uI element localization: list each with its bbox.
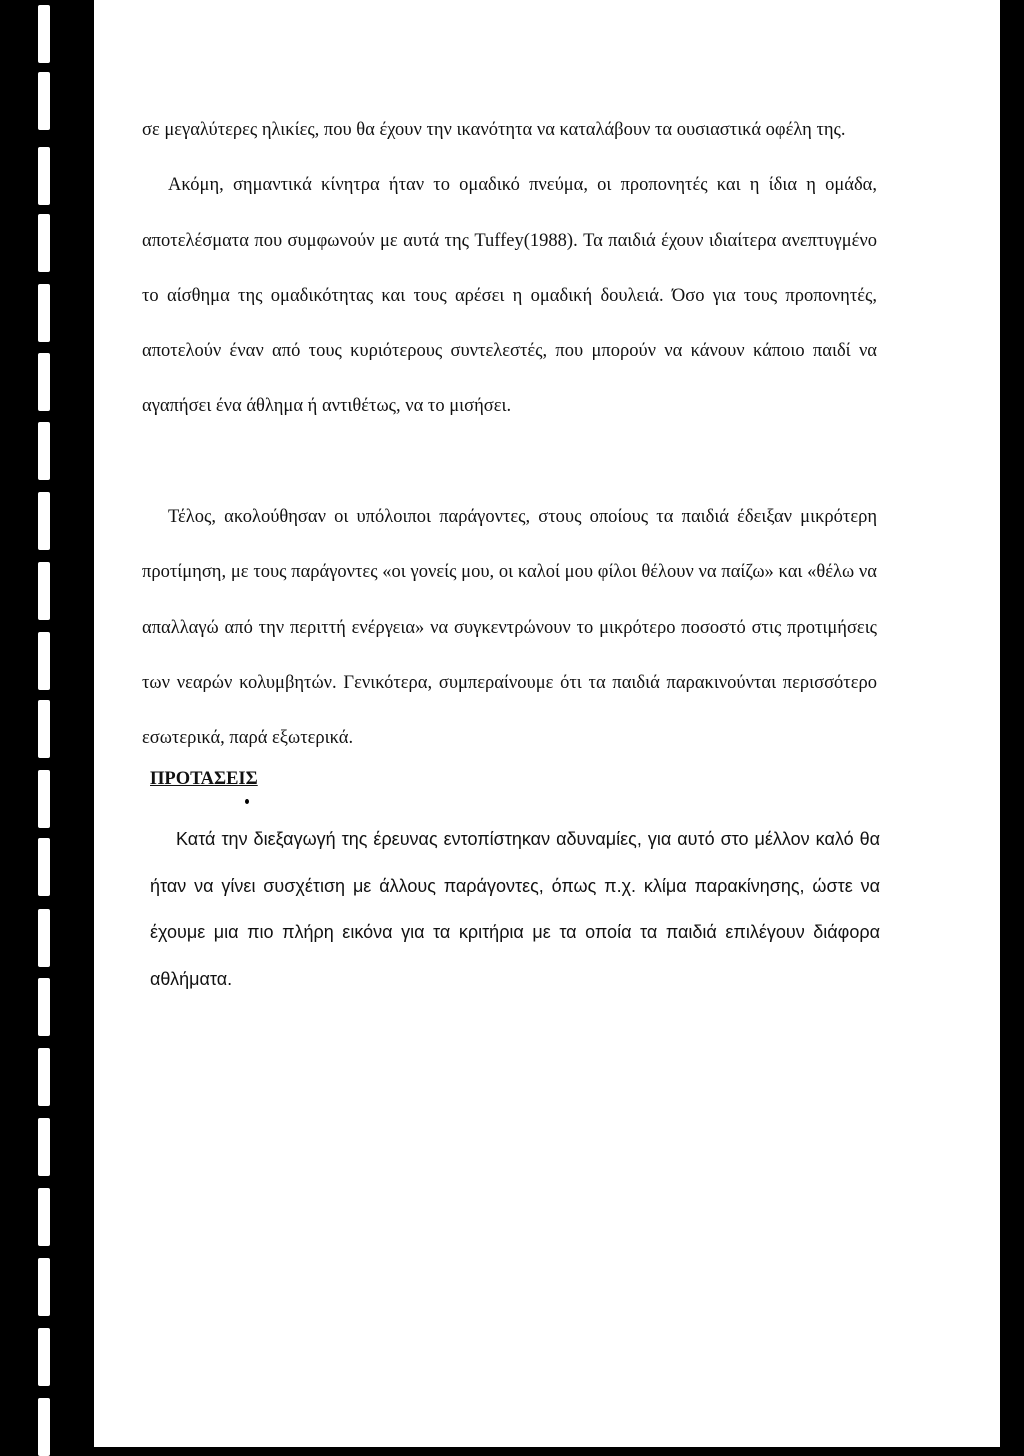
film-hole [38, 492, 50, 550]
film-hole [38, 1398, 50, 1456]
film-hole [38, 1188, 50, 1246]
film-hole [38, 770, 50, 828]
film-hole [38, 284, 50, 342]
film-hole [38, 978, 50, 1036]
paragraph: Κατά την διεξαγωγή της έρευνας εντοπίστηκαν αδυναμίες, για αυτό στο μέλλον καλό θα ήταν να γίνει συσχέτιση με άλλους παράγοντες, όπως π.χ. κλίμα παρακίνησης, ώστε να έχουμε μια πιο πλήρη εικόνα για τα κριτήρια με τα οποία τα παιδιά επιλέγουν διάφορα αθλήματα. [150, 829, 880, 989]
film-hole [38, 72, 50, 130]
paragraph: Ακόμη, σημαντικά κίνητρα ήταν το ομαδικό πνεύμα, οι προπονητές και η ίδια η ομάδα, αποτελέσματα που συμφωνούν με αυτά της Tuffey(1988). Τα παιδιά έχουν ιδιαίτερα ανεπτυγμένο το αίσθημα της ομαδικότητας και τους αρέσει η ομαδική δουλειά. Όσο για τους προπονητές, αποτελούν έναν από τους κυριότερους συντελεστές, που μπορούν να κάνουν κάποιο παιδί να αγαπήσει ένα άθλημα ή αντιθέτως, να το μισήσει. [142, 175, 877, 417]
film-hole [38, 147, 50, 205]
film-hole [38, 1118, 50, 1176]
film-strip-right [1000, 0, 1024, 1447]
film-hole [38, 838, 50, 896]
film-hole [38, 5, 50, 63]
film-strip-left [0, 0, 94, 1447]
section-body-2 [142, 490, 877, 766]
paragraph: Τέλος, ακολούθησαν οι υπόλοιποι παράγοντες, στους οποίους τα παιδιά έδειξαν μικρότερη προτίμηση, με τους παράγοντες «οι γονείς μου, οι καλοί μου φίλοι θέλουν να παίζω» και «θέλω να απαλλαγώ από την περιττή ενέργεια» να συγκεντρώνουν το μικρότερο ποσοστό στις προτιμήσεις των νεαρών κολυμβητών. Γενικότερα, συμπεραίνουμε ότι τα παιδιά παρακινούνται περισσότερο εσωτερικά, παρά εξωτερικά. [142, 507, 877, 749]
section-body-3 [150, 816, 880, 1002]
film-hole [38, 1328, 50, 1386]
film-hole [38, 1048, 50, 1106]
film-hole [38, 700, 50, 758]
film-hole [38, 422, 50, 480]
film-hole [38, 214, 50, 272]
scan-speck [245, 799, 249, 804]
section-heading: ΠΡΟΤΑΣΕΙΣ [150, 769, 258, 789]
paragraph: σε μεγαλύτερες ηλικίες, που θα έχουν την ικανότητα να καταλάβουν τα ουσιαστικά οφέλη της. [142, 120, 846, 140]
film-hole [38, 909, 50, 967]
film-hole [38, 632, 50, 690]
film-hole [38, 353, 50, 411]
film-hole [38, 562, 50, 620]
section-body-1 [142, 103, 877, 435]
film-hole [38, 1258, 50, 1316]
